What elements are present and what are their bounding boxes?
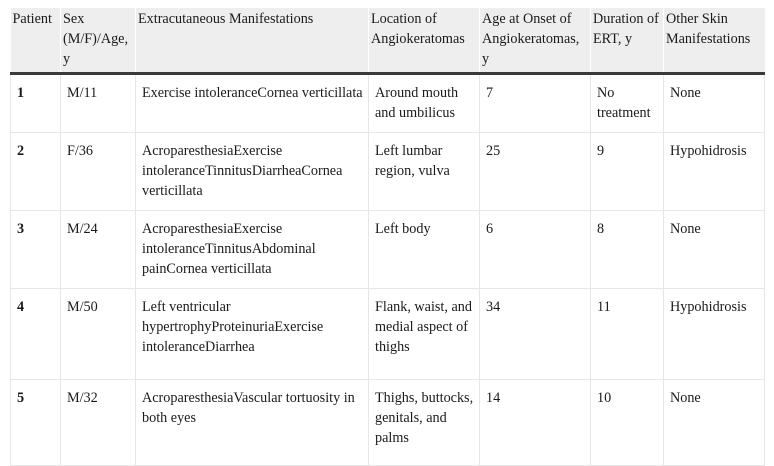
table-header xyxy=(11,8,765,74)
header-row xyxy=(11,8,765,74)
table-row xyxy=(11,289,765,380)
cell-onset: 14 xyxy=(480,380,591,466)
patient-characteristics-table xyxy=(10,8,765,466)
header-onset: Age at Onset of Angiokeratomas, y xyxy=(480,8,591,74)
cell-other-skin: None xyxy=(664,380,765,466)
header-other-skin: Other Skin Manifestations xyxy=(664,8,765,74)
cell-patient: 2 xyxy=(11,133,61,211)
cell-other-skin: Hypohidrosis xyxy=(664,133,765,211)
cell-location: Left body xyxy=(369,211,480,289)
cell-sex-age: M/50 xyxy=(61,289,136,380)
cell-location: Left lumbar region, vulva xyxy=(369,133,480,211)
cell-patient: 5 xyxy=(11,380,61,466)
header-location: Location of Angiokeratomas xyxy=(369,8,480,74)
cell-patient: 1 xyxy=(11,74,61,133)
cell-sex-age: F/36 xyxy=(61,133,136,211)
cell-onset: 34 xyxy=(480,289,591,380)
cell-ert-duration: 9 xyxy=(591,133,664,211)
cell-onset: 7 xyxy=(480,74,591,133)
table-wrapper xyxy=(10,8,764,466)
header-patient: Patient xyxy=(12,11,52,27)
cell-onset: 6 xyxy=(480,211,591,289)
cell-extracutaneous: Left ventricular hypertrophyProteinuriaExercise intoleranceDiarrhea xyxy=(136,289,369,380)
cell-extracutaneous: AcroparesthesiaVascular tortuosity in both eyes xyxy=(136,380,369,466)
cell-extracutaneous: Exercise intoleranceCornea verticillata xyxy=(136,74,369,133)
cell-patient: 3 xyxy=(11,211,61,289)
header-ert-duration: Duration of ERT, y xyxy=(591,8,664,74)
cell-other-skin: None xyxy=(664,211,765,289)
table-row xyxy=(11,211,765,289)
header-sex-age: Sex (M/F)/Age, y xyxy=(61,8,136,74)
cell-ert-duration: 11 xyxy=(591,289,664,380)
cell-location: Thighs, buttocks, genitals, and palms xyxy=(369,380,480,466)
cell-onset: 25 xyxy=(480,133,591,211)
cell-patient: 4 xyxy=(11,289,61,380)
cell-ert-duration: No treatment xyxy=(591,74,664,133)
cell-other-skin: None xyxy=(664,74,765,133)
table-row xyxy=(11,74,765,133)
table-row xyxy=(11,380,765,466)
cell-location: Around mouth and umbilicus xyxy=(369,74,480,133)
cell-sex-age: M/11 xyxy=(61,74,136,133)
cell-ert-duration: 8 xyxy=(591,211,664,289)
table-row xyxy=(11,133,765,211)
cell-sex-age: M/32 xyxy=(61,380,136,466)
cell-extracutaneous: AcroparesthesiaExercise intoleranceTinnitusAbdominal painCornea verticillata xyxy=(136,211,369,289)
cell-sex-age: M/24 xyxy=(61,211,136,289)
cell-location: Flank, waist, and medial aspect of thighs xyxy=(369,289,480,380)
cell-other-skin: Hypohidrosis xyxy=(664,289,765,380)
header-extracutaneous: Extracutaneous Manifestations xyxy=(136,8,369,74)
cell-ert-duration: 10 xyxy=(591,380,664,466)
table-body xyxy=(11,74,765,466)
cell-extracutaneous: AcroparesthesiaExercise intoleranceTinnitusDiarrheaCornea verticillata xyxy=(136,133,369,211)
